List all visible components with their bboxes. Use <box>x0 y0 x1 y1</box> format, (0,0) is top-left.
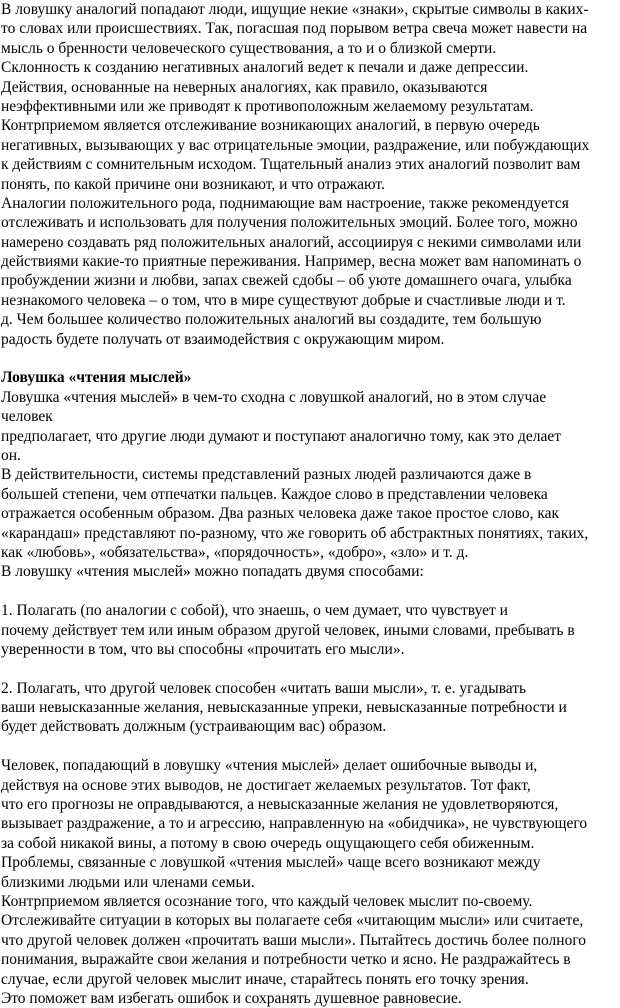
text-line: за собой никакой вины, а потому в свою очередь ощущающего себя обиженным. <box>1 834 535 852</box>
paragraph-analogy-trap <box>1 0 614 349</box>
text-line: человек <box>1 408 53 426</box>
text-line: Действия, основанные на неверных аналогиях, как правило, оказываются <box>1 78 488 96</box>
text-line: близкими людьми или членами семьи. <box>1 873 255 891</box>
text-line: действиями какие-то приятные переживания. Например, весна может вам напоминать о <box>1 253 582 271</box>
text-line: В действительности, системы представлений разных людей различаются даже в <box>1 466 532 484</box>
text-line: отражается особенным образом. Два разных человека даже такое простое слово, как <box>1 505 560 523</box>
text-line: 2. Полагать, что другой человек способен «читать ваши мысли», т. е. угадывать <box>1 679 527 697</box>
text-line: ваши невысказанные желания, невысказанные упреки, невысказанные потребности и <box>1 699 567 717</box>
text-line: отслеживать и использовать для получения положительных эмоций. Более того, можно <box>1 214 578 232</box>
text-line: предполагает, что другие люди думают и поступают аналогично тому, как это делает <box>1 427 562 445</box>
paragraph-gap <box>1 737 614 756</box>
text-line: как «любовь», «обязательства», «порядочность», «добро», «зло» и т. д. <box>1 543 469 561</box>
text-line: Это поможет вам избегать ошибок и сохранять душевное равновесие. <box>1 989 462 1007</box>
text-line: случае, если другой человек мыслит иначе, старайтесь понять его точку зрения. <box>1 970 529 988</box>
text-line: почему действует тем или иным образом другой человек, иными словами, пребывать в <box>1 621 575 639</box>
text-line: Контрприемом является осознание того, что каждый человек мыслит по-своему. <box>1 892 533 910</box>
text-line: В ловушку аналогий попадают люди, ищущие некие «знаки», скрытые символы в каких- <box>1 1 589 18</box>
text-line: пробуждении жизни и любви, запах свежей сдобы – об уюте домашнего очага, улыбка <box>1 272 572 290</box>
text-line: что другой человек должен «прочитать ваши мысли». Пытайтесь достичь более полного <box>1 931 587 949</box>
text-line: то словах или происшествиях. Так, погасшая под порывом ветра свеча может навести на <box>1 20 588 38</box>
text-line: д. Чем большее количество положительных аналогий вы создадите, тем большую <box>1 311 542 329</box>
paragraph-mind-reading-intro <box>1 388 614 582</box>
text-line: неэффективными или же приводят к противоположным желаемому результатам. <box>1 97 534 115</box>
text-line: мысль о бренности человеческого существования, а то и о близкой смерти. <box>1 39 497 57</box>
text-line: Аналогии положительного рода, поднимающие вам настроение, также рекомендуется <box>1 194 569 212</box>
text-line: Ловушка «чтения мыслей» в чем-то сходна с ловушкой аналогий, но в этом случае <box>1 388 547 406</box>
text-line: негативных, вызывающих у вас отрицательные эмоции, раздражение, или побуждающих <box>1 136 590 154</box>
text-line: что его прогнозы не оправдываются, а невысказанные желания не удовлетворяются, <box>1 796 559 814</box>
text-line: к действиям с сомнительным исходом. Тщательный анализ этих аналогий позволит вам <box>1 156 581 174</box>
paragraph-gap <box>1 659 614 678</box>
text-line: вызывает раздражение, а то и агрессию, направленную на «обидчика», не чувствующего <box>1 815 588 833</box>
text-line: незнакомого человека – о том, что в мире существуют добрые и счастливые люди и т. <box>1 291 566 309</box>
text-line: действуя на основе этих выводов, не достигает желаемых результатов. Тот факт, <box>1 776 531 794</box>
text-line: Проблемы, связанные с ловушкой «чтения мыслей» чаще всего возникают между <box>1 854 541 872</box>
paragraph-mind-reading-effects <box>1 756 614 1008</box>
text-line: Человек, попадающий в ловушку «чтения мыслей» делает ошибочные выводы и, <box>1 757 538 775</box>
text-line: понимания, выражайте свои желания и потребности четко и ясно. Не раздражайтесь в <box>1 951 571 969</box>
text-line: большей степени, чем отпечатки пальцев. Каждое слово в представлении человека <box>1 485 548 503</box>
text-line: 1. Полагать (по аналогии с собой), что знаешь, о чем думает, что чувствует и <box>1 602 508 620</box>
text-line: намерено создавать ряд положительных аналогий, ассоциируя с некими символами или <box>1 233 582 251</box>
text-line: Контрприемом является отслеживание возникающих аналогий, в первую очередь <box>1 117 540 135</box>
text-line: «карандаш» представляют по-разному, что же говорить об абстрактных понятиях, таких, <box>1 524 589 542</box>
paragraph-gap <box>1 582 614 601</box>
list-item-2 <box>1 679 614 737</box>
text-line: Отслеживайте ситуации в которых вы полагаете себя «читающим мысли» или считаете, <box>1 912 584 930</box>
text-line: будет действовать должным (устраивающим вас) образом. <box>1 718 387 736</box>
text-line: он. <box>1 446 21 464</box>
text-line: уверенности в том, что вы способны «прочитать его мысли». <box>1 640 405 658</box>
section-heading: Ловушка «чтения мыслей» <box>1 369 192 387</box>
list-item-1 <box>1 601 614 659</box>
text-line: понять, по какой причине они возникают, и что отражают. <box>1 175 385 193</box>
text-line: Склонность к созданию негативных аналогий ведет к печали и даже депрессии. <box>1 59 529 77</box>
text-line: радость будете получать от взаимодействия с окружающим миром. <box>1 330 445 348</box>
paragraph-gap <box>1 349 614 368</box>
text-line: В ловушку «чтения мыслей» можно попадать двумя способами: <box>1 563 424 581</box>
